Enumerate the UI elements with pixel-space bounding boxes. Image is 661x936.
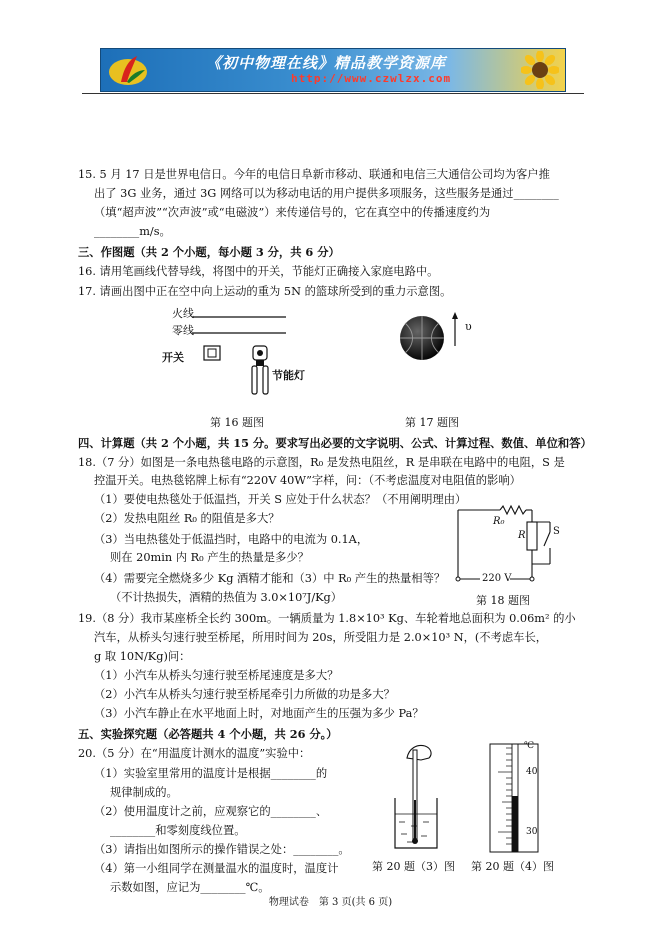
q20-line-1: 20.（5 分）在“用温度计测水的温度”实验中： (78, 747, 311, 760)
q17-text: 17. 请画出图中正在空中向上运动的重为 5N 的篮球所受到的重力示意图。 (78, 285, 452, 298)
fig16-caption: 第 16 题图 (210, 416, 264, 429)
q18-part-3a: （3）当电热毯处于低温挡时，电路中的电流为 0.1A， (94, 533, 369, 546)
sunflower-icon (521, 51, 559, 89)
site-logo-icon (107, 52, 149, 88)
fig17-velocity-label: υ (465, 320, 472, 333)
q18-part-2: （2）发热电阻丝 R₀ 的阻值是多大？ (94, 512, 280, 525)
fig16-neutral-label: 零线 (172, 324, 194, 337)
q18-part-4a: （4）需要完全燃烧多少 Kg 酒精才能和（3）中 R₀ 产生的热量相等？ (94, 572, 446, 585)
scale-ticks (498, 748, 512, 844)
thermometer-icon (412, 750, 418, 844)
velocity-arrow-icon (452, 312, 458, 346)
site-banner (100, 48, 566, 92)
fig16-circuit (190, 310, 300, 405)
r0-resistor-icon (500, 506, 526, 514)
header-rule (82, 93, 584, 94)
r-resistor-icon (527, 522, 537, 550)
q15-line-1: 15. 5 月 17 日是世界电信日。今年的电信日阜新市移动、联通和电信三大通信公司均为客户推 (78, 168, 550, 181)
switch-s-icon (544, 532, 550, 546)
fig20-3-caption: 第 20 题（3）图 (372, 860, 455, 873)
q20-part-4a: （4）第一小组同学在测量温水的温度时，温度计 (94, 862, 339, 875)
q19-line-1: 19.（8 分）我市某座桥全长约 300m。一辆质量为 1.8×10³ Kg、车轮着地总面积为 0.06m² 的小 (78, 612, 576, 625)
q19-part-2: （2）小汽车从桥头匀速行驶至桥尾牵引力所做的功是多大？ (94, 688, 395, 701)
q20-part-1b: 规律制成的。 (110, 786, 178, 799)
fig16-lamp-label: 节能灯 (272, 369, 305, 382)
section-3-heading: 三、作图题（共 2 个小题，每小题 3 分，共 6 分） (78, 245, 340, 259)
page-footer: 物理试卷 第 3 页(共 6 页) (268, 897, 393, 908)
fig20-4-caption: 第 20 题（4）图 (471, 860, 554, 873)
fig20-4-unit: ℃ (524, 741, 535, 751)
fig17-caption: 第 17 题图 (405, 416, 459, 429)
banner-title: 《初中物理在线》精品教学资源库 (206, 54, 447, 72)
fig18-voltage-label: 220 V (482, 573, 512, 584)
q19-line-2: 汽车，从桥头匀速行驶至桥尾，所用时间为 20s，所受阻力是 2.0×10³ N，(不考虑车长， (94, 631, 548, 644)
q15-line-2: 出了 3G 业务，通过 3G 网络可以为移动电话的用户提供多项服务，这些服务是通过________ (94, 187, 559, 200)
q20-part-1a: （1）实验室里常用的温度计是根据________的 (94, 767, 328, 780)
banner-url: http://www.czwlzx.com (291, 72, 452, 85)
hand-icon (407, 746, 431, 761)
q18-line-1: 18.（7 分）如图是一条电热毯电路的示意图，R₀ 是发热电阻丝，R 是串联在电路中的电阻，S 是 (78, 456, 565, 469)
q16-text: 16. 请用笔画线代替导线，将图中的开关，节能灯正确接入家庭电路中。 (78, 265, 439, 278)
q18-part-4b: （不计热损失，酒精的热值为 3.0×10⁷J/Kg） (110, 591, 343, 604)
fig20-4-tick-30: 30 (526, 827, 538, 837)
fig18-r0-label: R₀ (493, 516, 505, 527)
q18-line-2: 控温开关。电热毯铭牌上标有“220V 40W”字样，问：（不考虑温度对电阻值的影响） (94, 474, 521, 487)
q18-part-3b: 则在 20min 内 R₀ 产生的热量是多少？ (110, 551, 309, 564)
q19-line-3: g 取 10N/Kg)问： (94, 650, 191, 663)
fig20-4-tick-40: 40 (526, 767, 538, 777)
section-4-heading: 四、计算题（共 2 个小题，共 15 分。要求写出必要的文字说明、公式、计算过程、数值、单位和答） (78, 436, 592, 450)
fig16-switch-label: 开关 (162, 351, 184, 364)
fig18-caption: 第 18 题图 (476, 594, 530, 607)
q20-part-2a: （2）使用温度计之前，应观察它的________、 (94, 805, 328, 818)
q19-part-3: （3）小汽车静止在水平地面上时，对地面产生的压强为多少 Pa？ (94, 707, 424, 720)
energy-saving-lamp-icon (252, 346, 268, 394)
fig18-s-label: S (553, 526, 560, 537)
q20-part-3: （3）请指出如图所示的操作错误之处：________。 (94, 843, 350, 856)
basketball-icon (400, 316, 444, 360)
q15-line-4: ________m/s。 (94, 225, 171, 238)
fig20-3-beaker (385, 740, 455, 855)
fig16-live-label: 火线 (172, 307, 194, 320)
fig17-basketball (397, 310, 477, 370)
q19-part-1: （1）小汽车从桥头匀速行驶至桥尾速度是多大？ (94, 669, 339, 682)
switch-icon (204, 346, 220, 360)
fig18-r-label: R (518, 530, 526, 541)
section-5-heading: 五、实验探究题（必答题共 4 个小题，共 26 分。） (78, 727, 338, 741)
q15-line-3: （填“超声波”“次声波”或“电磁波”）来传递信号的，它在真空中的传播速度约为 (94, 206, 491, 219)
thermometer-liquid (512, 796, 518, 852)
q20-part-4b: 示数如图，应记为________℃。 (110, 881, 270, 894)
q18-part-1: （1）要使电热毯处于低温挡，开关 S 应处于什么状态？（不用阐明理由） (94, 493, 467, 506)
fig20-4-scale (482, 742, 552, 857)
q20-part-2b: ________和零刻度线位置。 (110, 824, 246, 837)
